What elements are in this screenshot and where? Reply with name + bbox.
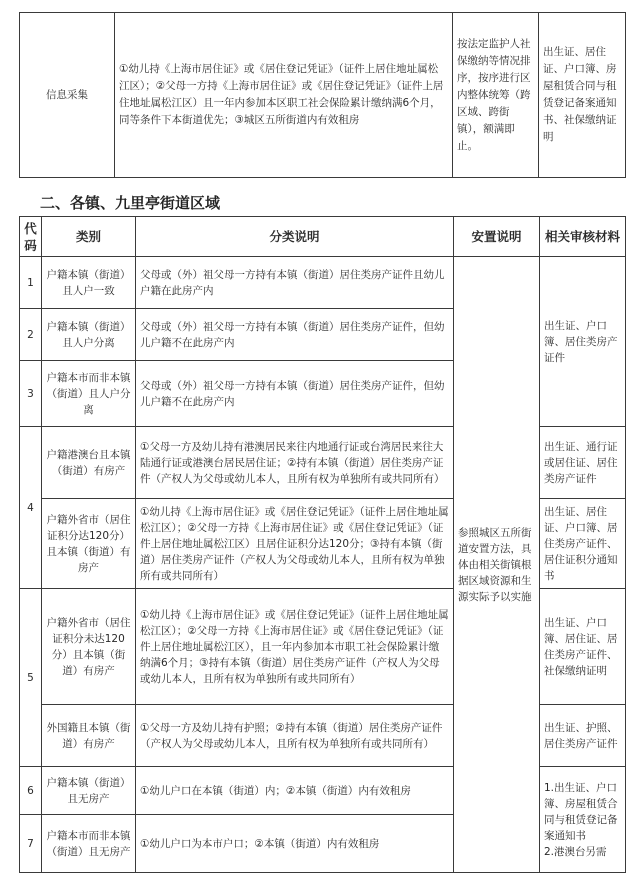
header-placement: 安置说明 — [454, 217, 540, 257]
header-code: 代码 — [20, 217, 42, 257]
row-code: 5 — [20, 589, 42, 767]
row-code: 2 — [20, 309, 42, 361]
row-description: ①幼儿持《上海市居住证》或《居住登记凭证》（证件上居住地址属松江区）；②父母一方持《上海市居住证》或《居住登记凭证》（证件上居住地址属松江区）且居住证积分达120分；③持有本镇（街道）居住类房产证件（产权人为父母或幼儿本人，且所有权为单独所有或共同所有） — [136, 499, 454, 589]
row-description: ①幼儿持《上海市居住证》或《居住登记凭证》（证件上居住地址属松江区）；②父母一方持《上海市居住证》或《居住登记凭证》（证件上居住地址属松江区），且一年内参加本市职工社会保险累计缴纳满6个月；③持有本镇（街道）居住类房产证件（产权人为父母或幼儿本人，且所有权为单独所有或共同所有） — [136, 589, 454, 705]
header-materials: 相关审核材料 — [540, 217, 626, 257]
section-title: 二、各镇、九里亭街道区域 — [40, 194, 221, 212]
row-category: 外国籍且本镇（街道）有房产 — [42, 705, 136, 767]
top-description: ①幼儿持《上海市居住证》或《居住登记凭证》（证件上居住地址属松江区）；②父母一方持《上海市居住证》或《居住登记凭证》（证件上居住地址属松江区）且一年内参加本区职工社会保险累计缴纳满6个月，同等条件下本街道优先；③城区五所街道内有效租房 — [115, 13, 453, 178]
row-code: 1 — [20, 257, 42, 309]
header-category: 类别 — [42, 217, 136, 257]
row-description: 父母或（外）祖父母一方持有本镇（街道）居住类房产证件，但幼儿户籍不在此房产内 — [136, 309, 454, 361]
row-description: ①幼儿户口为本市户口；②本镇（街道）内有效租房 — [136, 815, 454, 873]
row-description: ①父母一方及幼儿持有护照；②持有本镇（街道）居住类房产证件（产权人为父母或幼儿本人，且所有权为单独所有或共同所有） — [136, 705, 454, 767]
header-description: 分类说明 — [136, 217, 454, 257]
top-category: 信息采集 — [20, 13, 115, 178]
row-description: ①父母一方及幼儿持有港澳居民来往内地通行证或台湾居民来往大陆通行证或港澳台居民居住证；②持有本镇（街道）居住类房产证件（产权人为父母或幼儿本人，且所有权为单独所有或共同所有） — [136, 427, 454, 499]
row-category: 户籍港澳台且本镇（街道）有房产 — [42, 427, 136, 499]
top-placement: 按法定监护人社保缴纳等情况排序，按序进行区内整体统筹（跨区域、跨街镇），额满即止。 — [453, 13, 539, 178]
row-category: 户籍本镇（街道）且无房产 — [42, 767, 136, 815]
top-table — [19, 12, 626, 178]
row-code: 7 — [20, 815, 42, 873]
row-code: 4 — [20, 427, 42, 589]
row-category: 户籍本镇（街道）且人户分离 — [42, 309, 136, 361]
row-category: 户籍外省市（居住证积分未达120分）且本镇（街道）有房产 — [42, 589, 136, 705]
materials-group-5: 出生证、护照、居住类房产证件 — [540, 705, 626, 767]
table-row — [20, 13, 626, 178]
table-row — [20, 257, 626, 309]
row-category: 户籍本镇（街道）且人户一致 — [42, 257, 136, 309]
row-category: 户籍本市而非本镇（街道）且人户分离 — [42, 361, 136, 427]
main-table — [19, 216, 626, 873]
placement-merged: 参照城区五所街道安置方法，具体由相关街镇根据区域资源和生源实际予以实施 — [454, 257, 540, 873]
materials-group-1: 出生证、户口簿、居住类房产证件 — [540, 257, 626, 427]
row-category: 户籍外省市（居住证积分达120分）且本镇（街道）有房产 — [42, 499, 136, 589]
row-description: 父母或（外）祖父母一方持有本镇（街道）居住类房产证件且幼儿户籍在此房产内 — [136, 257, 454, 309]
materials-group-2: 出生证、通行证或居住证、居住类房产证件 — [540, 427, 626, 499]
row-category: 户籍本市而非本镇（街道）且无房产 — [42, 815, 136, 873]
header-row — [20, 217, 626, 257]
materials-group-4: 出生证、户口簿、居住证、居住类房产证件、社保缴纳证明 — [540, 589, 626, 705]
row-description: ①幼儿户口在本镇（街道）内；②本镇（街道）内有效租房 — [136, 767, 454, 815]
row-code: 3 — [20, 361, 42, 427]
top-materials: 出生证、居住证、户口簿、房屋租赁合同与租赁登记备案通知书、社保缴纳证明 — [539, 13, 626, 178]
row-description: 父母或（外）祖父母一方持有本镇（街道）居住类房产证件，但幼儿户籍不在此房产内 — [136, 361, 454, 427]
materials-group-3: 出生证、居住证、户口簿、居住类房产证件、居住证积分通知书 — [540, 499, 626, 589]
materials-group-6: 1.出生证、户口簿、房屋租赁合同与租赁登记备案通知书 2.港澳台另需 — [540, 767, 626, 873]
row-code: 6 — [20, 767, 42, 815]
